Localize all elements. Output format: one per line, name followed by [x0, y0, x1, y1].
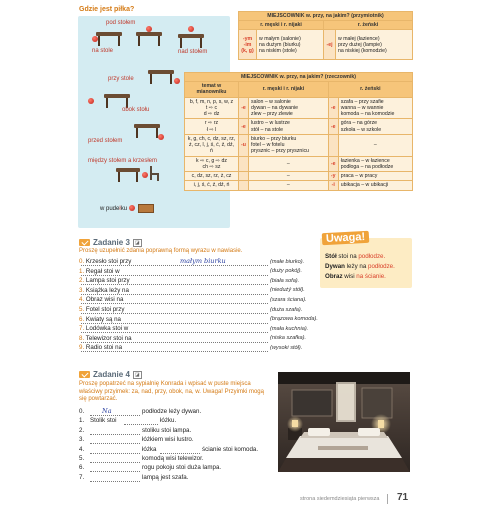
row-number: 4.: [79, 445, 85, 453]
answer-blank[interactable]: [90, 415, 140, 416]
table2-col-f: r. żeński: [328, 82, 412, 97]
answer-blank[interactable]: [90, 453, 140, 454]
pencil-icon: [79, 371, 90, 378]
table2-stem: r ⇨ rz ł ⇨ l: [185, 119, 239, 134]
table-noun-locative: [184, 72, 413, 191]
uwaga-subject: Stół: [325, 253, 337, 260]
row-number: 6.: [79, 315, 85, 323]
page-number: 71: [397, 492, 409, 503]
zadanie4-badge: ◪: [134, 371, 140, 378]
row-number: 1.: [79, 267, 85, 275]
row-hint: (brązowa komoda).: [270, 316, 318, 323]
bedroom-illustration: [278, 372, 410, 472]
table2-ending-f: -e: [328, 119, 338, 134]
row-number: 0.: [79, 258, 85, 265]
ball-icon: [158, 134, 164, 140]
row-hint: (niska szafka).: [270, 335, 307, 342]
row-number: 2.: [79, 426, 85, 434]
table2-example-m: –: [249, 181, 329, 190]
table2-stem: k, g, ch, c, dz, sz, rz, ż, cz, l, j, ś, ć, ź, dź, ń: [185, 134, 239, 156]
zadanie3-row: [79, 306, 124, 313]
row-text: komodą wisi telewizor.: [142, 455, 204, 462]
table1-title: MIEJSCOWNIK w. przy, na jakim? (przymiotnik): [239, 12, 413, 21]
row-number: 7.: [79, 325, 85, 333]
table-adjective-locative: [238, 11, 413, 60]
table2-col-m: r. męski i r. nijaki: [239, 82, 329, 97]
table2-row: [185, 172, 413, 181]
answer-blank[interactable]: [81, 323, 268, 324]
answer-blank[interactable]: [90, 434, 140, 435]
row-text: lampą jest szafa.: [142, 473, 189, 481]
row-hint: (mała kuchnia).: [270, 325, 309, 332]
row-text: Lampa stoi przy: [85, 277, 130, 285]
row-prefix: Stolik stoi: [90, 417, 117, 425]
answer-blank[interactable]: [90, 443, 140, 444]
uwaga-line: [325, 273, 386, 280]
row-number: 8.: [79, 334, 85, 342]
row-text: Książka leży na: [85, 286, 129, 294]
footer-divider: [387, 494, 388, 504]
row-text: Fotel stoi przy: [85, 306, 125, 313]
table-icon: [148, 70, 174, 84]
uwaga-line: [325, 263, 395, 270]
uwaga-ending: podłodze.: [368, 263, 395, 270]
answer-blank[interactable]: [81, 351, 268, 352]
table2-stem: b, f, m, n, p, s, w, z t ⇨ c d ⇨ dz: [185, 97, 239, 119]
zadanie3-row: [79, 344, 122, 351]
label-nad: nad stołem: [178, 49, 208, 55]
label-przed: przed stołem: [88, 138, 123, 144]
row-number: 4.: [79, 296, 85, 304]
row-hint: (duży pokój).: [270, 268, 303, 275]
row-text: łóżku.: [160, 417, 177, 425]
table2-example-f: ubikacja – w ubikacji: [338, 181, 412, 190]
row-text: Obraz wisi na: [85, 296, 124, 304]
example-answer: Na: [102, 407, 112, 415]
table2-example-f: góra – na górze szkoła – w szkole: [338, 119, 412, 134]
table2-ending-m: -e: [239, 97, 249, 119]
table2-example-f: szafa – przy szafie wanna – w wannie komoda – na komodzie: [338, 97, 412, 119]
zadanie3-row: [79, 316, 121, 323]
table2-row: [185, 97, 413, 119]
row-number: 3.: [79, 436, 85, 444]
label-przy: przy stole: [108, 76, 134, 82]
table1-col-f: r. żeński: [324, 21, 413, 30]
zadanie3-row: [79, 258, 131, 265]
row-number: 6.: [79, 464, 85, 472]
answer-blank[interactable]: [81, 332, 268, 333]
row-number: 3.: [79, 286, 85, 294]
question-title: Gdzie jest piłka?: [79, 6, 135, 13]
row-hint: (biała sofa).: [270, 277, 300, 284]
answer-blank[interactable]: [81, 342, 268, 343]
label-obok: obok stołu: [122, 107, 150, 113]
answer-blank[interactable]: [81, 284, 268, 285]
row-text: podłodze leży dywan.: [142, 408, 202, 415]
example-answer: małym biurku: [180, 257, 226, 265]
ball-icon: [142, 172, 148, 178]
answer-blank[interactable]: [81, 275, 268, 276]
bedroom-photo: [278, 372, 410, 472]
box-icon: [138, 204, 154, 213]
row-number: 2.: [79, 277, 85, 285]
zadanie3-row: [79, 268, 120, 275]
answer-blank[interactable]: [81, 294, 268, 295]
zadanie3-row: [79, 335, 132, 342]
table1-ending-m: -ym -im (k, g): [239, 30, 257, 60]
table2-ending-f: [328, 134, 338, 156]
answer-blank[interactable]: [81, 313, 268, 314]
table-icon: [136, 32, 162, 46]
table2-title: MIEJSCOWNIK w. przy, na jakim? (rzeczownik): [185, 73, 413, 82]
row-text: Lodówka stoi w: [85, 325, 129, 333]
uwaga-ending: na ścianie.: [356, 273, 386, 280]
table2-stem: c, dz, sz, rz, ż, cz: [185, 172, 239, 181]
zadanie3-row: [79, 325, 128, 332]
table-icon: [116, 168, 140, 182]
row-text: Krzesło stoi przy: [85, 258, 132, 265]
table2-stem: i, j, ś, ć, ź, dź, ń: [185, 181, 239, 190]
uwaga-subject: Dywan: [325, 263, 345, 270]
answer-blank[interactable]: [81, 265, 268, 266]
table-icon: [178, 34, 204, 48]
uwaga-verb: stoi na: [336, 253, 359, 260]
uwaga-verb: leży na: [344, 263, 368, 270]
row-number: 9.: [79, 344, 85, 352]
label-na: na stole: [92, 48, 114, 54]
answer-blank[interactable]: [90, 462, 140, 463]
footer-text: strona siedemdziesiąta pierwsza: [300, 496, 380, 502]
row-text: Telewizor stoi na: [85, 334, 132, 342]
table-icon: [104, 94, 130, 108]
table1-examples-m: w małym (salonie) na dużym (biurku) na niskim (stole): [257, 30, 324, 60]
row-hint: (szara ściana).: [270, 296, 307, 303]
table2-row: [185, 134, 413, 156]
table2-ending-f: -i: [328, 181, 338, 190]
table1-examples-f: w małej (łazience) przy dużej (lampie) na niskiej (komodzie): [336, 30, 413, 60]
zadanie4-header: [79, 370, 142, 379]
table2-example-f: łazienka – w łazience podłoga – na podłodze: [338, 156, 412, 171]
table2-example-m: lustro – w lustrze stół – na stole: [249, 119, 329, 134]
label-miedzy: między stołem a krzesłem: [88, 158, 158, 164]
table-icon: [134, 124, 160, 138]
row-hint: (niedużý stół).: [270, 287, 305, 294]
table2-row: [185, 156, 413, 171]
uwaga-verb: wisi: [342, 273, 357, 280]
row-text: Radio stoi na: [85, 344, 123, 352]
table2-example-m: –: [249, 156, 329, 171]
row-text: rogu pokoju stoi duża lampa.: [142, 464, 222, 472]
uwaga-title: Uwaga!: [322, 231, 370, 245]
table2-ending-f: -y: [328, 172, 338, 181]
label-pod: pod stołem: [106, 20, 136, 26]
zadanie3-title: Zadanie 3: [93, 238, 130, 247]
zadanie3-row: [79, 296, 123, 303]
zadanie3-row: [79, 277, 130, 284]
table2-ending-f: -e: [328, 156, 338, 171]
uwaga-subject: Obraz: [325, 273, 343, 280]
table2-example-m: biurko – przy biurku fotel – w fotelu prysznic – przy prysznicu: [249, 134, 329, 156]
ball-icon: [188, 26, 194, 32]
row-number: 1.: [79, 417, 85, 425]
row-text: łóżkiem wisi lustro.: [142, 436, 194, 444]
row-number: 0.: [79, 408, 85, 415]
row-number: 5.: [79, 455, 85, 462]
zadanie3-header: [79, 238, 142, 247]
zadanie3-row: [79, 287, 129, 294]
row-hint: (małe biurko).: [270, 258, 305, 265]
table2-example-f: –: [338, 134, 412, 156]
row-text-2: ścianie stoi komoda.: [202, 445, 259, 453]
row-text: łóżka: [142, 445, 157, 453]
zadanie4-title: Zadanie 4: [93, 370, 130, 379]
ball-icon: [129, 205, 135, 211]
row-text: stoliku stoi lampa.: [142, 426, 192, 434]
table2-ending-m: [239, 172, 249, 181]
table1-ending-f: -ej: [324, 30, 336, 60]
answer-blank[interactable]: [90, 471, 140, 472]
zadanie4-instruction: Proszę popatrzeć na sypialnię Konrada i wpisać w puste miejsca właściwy przyimek: za, nad, przy, obok, na, w. Uwaga! Przyimki mogą się powtarzać.: [79, 381, 264, 402]
row-text: Kwiaty są na: [85, 315, 121, 323]
row-hint: (wysoki stół).: [270, 344, 303, 351]
table2-ending-m: -u: [239, 134, 249, 156]
table2-ending-m: -e: [239, 119, 249, 134]
table2-col-stem: temat w mianowniku: [185, 82, 239, 97]
table2-ending-m: [239, 181, 249, 190]
row-hint: (duża szafa).: [270, 306, 303, 313]
uwaga-line: [325, 253, 385, 260]
answer-blank[interactable]: [81, 303, 268, 304]
pencil-icon: [79, 239, 90, 246]
row-number: 5.: [79, 306, 85, 313]
ball-icon: [174, 78, 180, 84]
zadanie3-badge: ◪: [134, 239, 140, 246]
table2-example-f: praca – w pracy: [338, 172, 412, 181]
answer-blank[interactable]: [124, 424, 158, 425]
row-text: Regał stoi w: [85, 267, 120, 275]
label-w: w pudełku: [100, 206, 128, 212]
table-icon: [96, 32, 122, 46]
ball-icon: [88, 98, 94, 104]
table1-col-m: r. męski i r. nijaki: [239, 21, 324, 30]
answer-blank[interactable]: [90, 481, 140, 482]
table2-row: [185, 119, 413, 134]
ball-icon: [92, 36, 98, 42]
uwaga-ending: podłodze.: [358, 253, 386, 260]
table2-ending-m: [239, 156, 249, 171]
table2-row: [185, 181, 413, 190]
zadanie3-instruction: Proszę uzupełnić zdania poprawną formą wyrazu w nawiasie.: [79, 248, 243, 254]
table2-ending-f: -e: [328, 97, 338, 119]
answer-blank[interactable]: [160, 453, 200, 454]
table2-stem: k ⇨ c, g ⇨ dz ch ⇨ sz: [185, 156, 239, 171]
table2-example-m: salon – w salonie dywan – na dywanie zlew – przy zlewie: [249, 97, 329, 119]
table2-example-m: –: [249, 172, 329, 181]
row-number: 7.: [79, 473, 85, 481]
ball-icon: [146, 26, 152, 32]
